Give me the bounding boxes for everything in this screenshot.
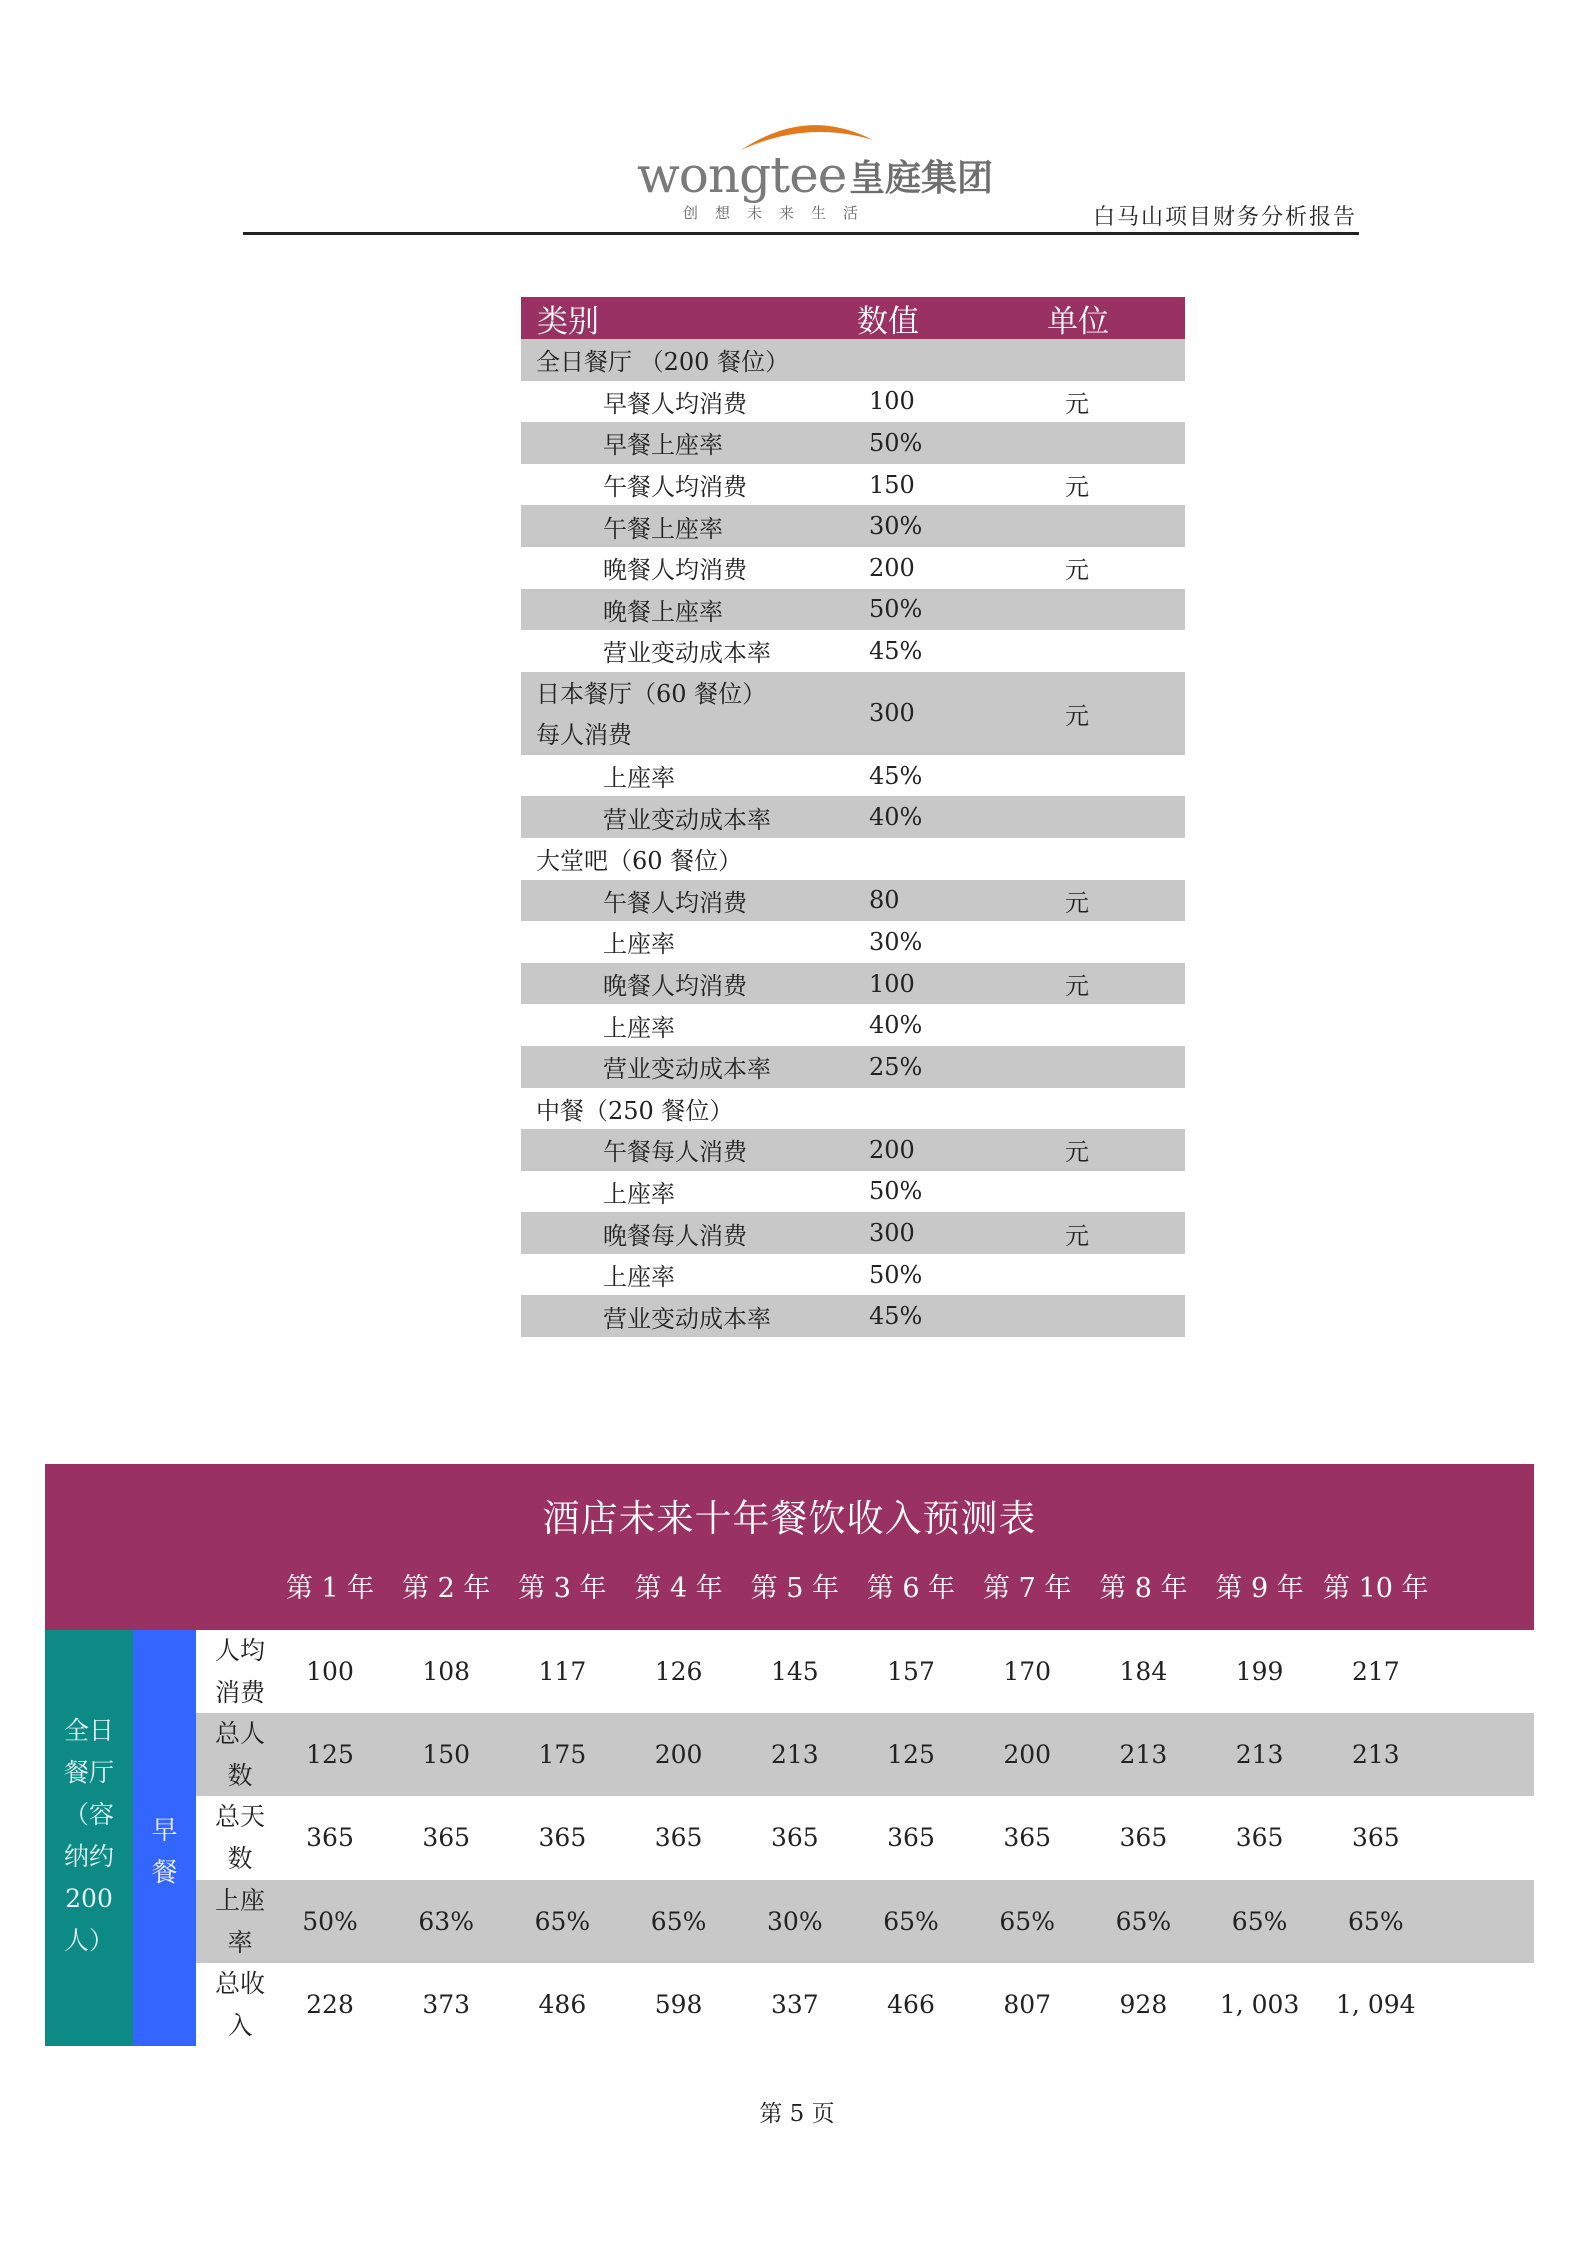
forecast-cell: 117 <box>538 1657 587 1686</box>
parameter-row <box>521 1004 1185 1046</box>
page-number: 第 5 页 <box>759 2101 835 2127</box>
parameter-value: 100 <box>869 387 915 416</box>
parameter-row <box>521 547 1185 589</box>
forecast-cell: 365 <box>1235 1823 1284 1853</box>
forecast-cell: 807 <box>1003 1989 1052 2019</box>
parameter-row <box>521 339 1185 381</box>
parameter-value: 50% <box>869 595 923 624</box>
forecast-row-label-line: 率 <box>227 1927 253 1957</box>
forecast-cell: 65% <box>1231 1906 1288 1936</box>
group-label-line: 人） <box>63 1926 114 1955</box>
forecast-cell: 365 <box>770 1823 819 1853</box>
logo-chinese-name: 皇庭集团 <box>849 158 994 199</box>
forecast-row <box>196 1713 1534 1796</box>
forecast-cell: 175 <box>538 1740 587 1770</box>
parameter-name: 全日餐厅 （200 餐位） <box>536 348 790 377</box>
parameter-table-header <box>521 297 1185 339</box>
parameter-value: 40% <box>869 803 923 832</box>
forecast-cell: 65% <box>534 1906 591 1936</box>
header-divider <box>243 232 1359 235</box>
forecast-row-label-line: 上座 <box>214 1885 265 1915</box>
forecast-cell: 598 <box>654 1989 703 2019</box>
parameter-name: 营业变动成本率 <box>603 639 771 668</box>
parameter-row <box>521 880 1185 922</box>
parameter-name: 上座率 <box>603 930 675 959</box>
parameter-value: 50% <box>869 1260 923 1289</box>
parameter-value: 200 <box>869 1135 915 1164</box>
forecast-cell: 199 <box>1235 1657 1284 1686</box>
forecast-cell: 126 <box>654 1657 703 1686</box>
forecast-cell: 337 <box>770 1989 819 2019</box>
parameter-value: 25% <box>869 1052 923 1081</box>
parameter-unit: 元 <box>1065 1138 1089 1167</box>
parameter-name: 午餐人均消费 <box>603 888 747 917</box>
column-header-category: 类别 <box>537 303 599 340</box>
logo-slogan: 创想未来生活 <box>683 204 876 222</box>
parameter-name: 大堂吧（60 餐位） <box>536 847 743 876</box>
forecast-cell: 125 <box>887 1740 935 1770</box>
parameter-value: 300 <box>869 1219 915 1248</box>
parameter-name: 早餐上座率 <box>603 431 723 460</box>
parameter-row <box>521 1046 1185 1088</box>
forecast-table <box>45 1464 1534 2046</box>
parameter-unit: 元 <box>1065 389 1089 418</box>
forecast-cell: 1, 094 <box>1336 1989 1416 2019</box>
forecast-cell: 486 <box>538 1989 587 2019</box>
forecast-row-label <box>210 1880 270 1964</box>
parameter-name: 上座率 <box>603 764 675 793</box>
parameter-table <box>521 297 1185 1337</box>
forecast-row-label-line: 总天 <box>214 1802 265 1832</box>
year-header: 第 9 年 <box>1215 1573 1304 1604</box>
parameter-row <box>521 755 1185 797</box>
forecast-cell: 200 <box>654 1740 703 1770</box>
parameter-value: 45% <box>869 1302 923 1331</box>
parameter-unit: 元 <box>1065 556 1089 585</box>
parameter-value: 200 <box>869 553 915 582</box>
parameter-row <box>521 630 1185 672</box>
parameter-name-line: 每人消费 <box>536 720 632 749</box>
forecast-row <box>196 1880 1534 1963</box>
company-logo <box>637 110 994 222</box>
parameter-value: 50% <box>869 1177 923 1206</box>
forecast-cell: 228 <box>306 1989 354 2019</box>
parameter-row <box>521 1129 1185 1171</box>
forecast-cell: 1, 003 <box>1219 1989 1300 2019</box>
forecast-cell: 65% <box>999 1906 1055 1936</box>
meal-label-line: 餐 <box>151 1858 178 1888</box>
parameter-row <box>521 505 1185 547</box>
forecast-cell: 65% <box>1348 1906 1404 1936</box>
forecast-cell: 50% <box>302 1906 358 1936</box>
parameter-value: 45% <box>869 636 923 665</box>
parameter-row <box>521 1171 1185 1213</box>
forecast-row <box>196 1796 1534 1879</box>
parameter-name: 晚餐每人消费 <box>603 1221 747 1250</box>
forecast-cell: 145 <box>770 1657 819 1686</box>
report-title: 白马山项目财务分析报告 <box>1092 205 1357 230</box>
year-header: 第 6 年 <box>866 1573 956 1604</box>
forecast-row-label <box>210 1630 270 1714</box>
parameter-unit: 元 <box>1065 972 1089 1001</box>
forecast-cell: 170 <box>1003 1657 1052 1686</box>
forecast-row-label-line: 总收 <box>214 1968 265 1998</box>
parameter-name: 上座率 <box>603 1179 675 1208</box>
column-header-unit: 单位 <box>1047 303 1109 340</box>
parameter-table-body <box>521 339 1185 1337</box>
parameter-row <box>521 1088 1185 1130</box>
forecast-table-body <box>45 1630 1534 2046</box>
column-header-value: 数值 <box>857 303 919 340</box>
forecast-cell: 213 <box>1235 1740 1284 1770</box>
forecast-row-label-line: 数 <box>227 1844 253 1874</box>
forecast-cell: 365 <box>887 1823 935 1853</box>
group-label-all-day-restaurant <box>45 1630 133 2046</box>
meal-label-breakfast <box>133 1630 196 2046</box>
forecast-table-title: 酒店未来十年餐饮收入预测表 <box>542 1497 1037 1540</box>
parameter-unit: 元 <box>1065 888 1089 917</box>
forecast-cell: 65% <box>650 1906 707 1936</box>
parameter-row <box>521 422 1185 464</box>
parameter-row <box>521 921 1185 963</box>
page-header <box>243 110 1363 235</box>
parameter-name <box>536 674 766 756</box>
parameter-value: 30% <box>869 927 923 956</box>
parameter-row <box>521 838 1185 880</box>
parameter-row <box>521 963 1185 1005</box>
parameter-value: 300 <box>869 699 915 728</box>
forecast-cell: 100 <box>306 1657 354 1686</box>
parameter-value: 150 <box>869 470 915 499</box>
parameter-name: 晚餐人均消费 <box>603 556 747 585</box>
forecast-cell: 30% <box>767 1906 823 1936</box>
meal-label-line: 早 <box>151 1816 178 1846</box>
forecast-cell: 63% <box>418 1906 474 1936</box>
parameter-name-line: 日本餐厅（60 餐位） <box>536 679 767 708</box>
forecast-cell: 213 <box>1119 1740 1168 1770</box>
group-label-line: 餐厅 <box>63 1758 114 1787</box>
year-header: 第 4 年 <box>634 1573 723 1604</box>
group-label-line: 200 <box>65 1884 113 1913</box>
forecast-row-label <box>210 1796 270 1880</box>
parameter-unit: 元 <box>1065 473 1089 502</box>
forecast-cell: 150 <box>422 1740 471 1770</box>
forecast-cell: 65% <box>1115 1906 1172 1936</box>
forecast-row-label <box>210 1713 270 1797</box>
forecast-cell: 217 <box>1351 1657 1400 1686</box>
forecast-cell: 125 <box>306 1740 354 1770</box>
parameter-name: 午餐上座率 <box>603 514 723 543</box>
forecast-cell: 373 <box>422 1989 471 2019</box>
forecast-cell: 365 <box>1351 1823 1400 1853</box>
forecast-cell: 108 <box>422 1657 471 1686</box>
group-label-line: （容 <box>63 1800 114 1829</box>
group-label-line: 全日 <box>63 1716 114 1745</box>
parameter-unit: 元 <box>1065 701 1089 730</box>
forecast-cell: 365 <box>1003 1823 1052 1853</box>
forecast-cell: 157 <box>887 1657 935 1686</box>
forecast-cell: 365 <box>538 1823 587 1853</box>
forecast-cell: 466 <box>887 1989 935 2019</box>
group-label-line: 纳约 <box>63 1842 114 1871</box>
year-header: 第 3 年 <box>518 1573 607 1604</box>
parameter-value: 40% <box>869 1011 923 1040</box>
parameter-name: 午餐人均消费 <box>603 473 747 502</box>
forecast-row <box>196 1963 1534 2046</box>
year-header: 第 8 年 <box>1099 1573 1188 1604</box>
forecast-cell: 365 <box>306 1823 354 1853</box>
parameter-row <box>521 589 1185 631</box>
forecast-row-label-line: 总人 <box>214 1719 265 1749</box>
forecast-cell: 65% <box>883 1906 939 1936</box>
year-header: 第 5 年 <box>750 1573 839 1604</box>
parameter-value: 50% <box>869 428 923 457</box>
parameter-row <box>521 1295 1185 1337</box>
parameter-name: 晚餐人均消费 <box>603 972 747 1001</box>
parameter-name: 上座率 <box>603 1013 675 1042</box>
forecast-cell: 365 <box>422 1823 471 1853</box>
forecast-cell: 184 <box>1119 1657 1168 1686</box>
forecast-cell: 365 <box>654 1823 703 1853</box>
year-header: 第 7 年 <box>983 1573 1072 1604</box>
forecast-row-label-line: 数 <box>227 1761 253 1791</box>
forecast-cell: 213 <box>1351 1740 1400 1770</box>
parameter-value: 45% <box>869 761 923 790</box>
forecast-row <box>196 1630 1534 1713</box>
forecast-cell: 928 <box>1119 1989 1168 2019</box>
parameter-name: 晚餐上座率 <box>603 597 723 626</box>
forecast-table-header <box>45 1464 1534 1630</box>
forecast-row-label-line: 人均 <box>214 1636 265 1665</box>
parameter-unit: 元 <box>1065 1221 1089 1250</box>
parameter-name: 上座率 <box>603 1263 675 1292</box>
parameter-value: 30% <box>869 512 923 541</box>
parameter-row <box>521 796 1185 838</box>
parameter-value: 80 <box>869 886 900 915</box>
parameter-row <box>521 1254 1185 1296</box>
forecast-row-label-line: 消费 <box>214 1678 265 1707</box>
parameter-name: 午餐每人消费 <box>603 1138 747 1167</box>
parameter-name: 营业变动成本率 <box>603 1304 771 1333</box>
forecast-cell: 200 <box>1003 1740 1052 1770</box>
parameter-name: 中餐（250 餐位） <box>536 1096 734 1125</box>
year-header: 第 2 年 <box>402 1573 491 1604</box>
parameter-row <box>521 672 1185 755</box>
parameter-name: 营业变动成本率 <box>603 1055 771 1084</box>
forecast-cell: 365 <box>1119 1823 1168 1853</box>
logo-wordmark: wongtee <box>637 146 847 204</box>
forecast-row-label-line: 入 <box>227 2010 253 2040</box>
parameter-row <box>521 1212 1185 1254</box>
parameter-value: 100 <box>869 969 915 998</box>
forecast-cell: 213 <box>770 1740 819 1770</box>
year-header: 第 1 年 <box>285 1573 375 1604</box>
parameter-row <box>521 381 1185 423</box>
parameter-name: 营业变动成本率 <box>603 805 771 834</box>
parameter-row <box>521 464 1185 506</box>
parameter-name: 早餐人均消费 <box>603 389 747 418</box>
forecast-row-label <box>210 1963 270 2047</box>
year-header: 第 10 年 <box>1323 1573 1429 1604</box>
